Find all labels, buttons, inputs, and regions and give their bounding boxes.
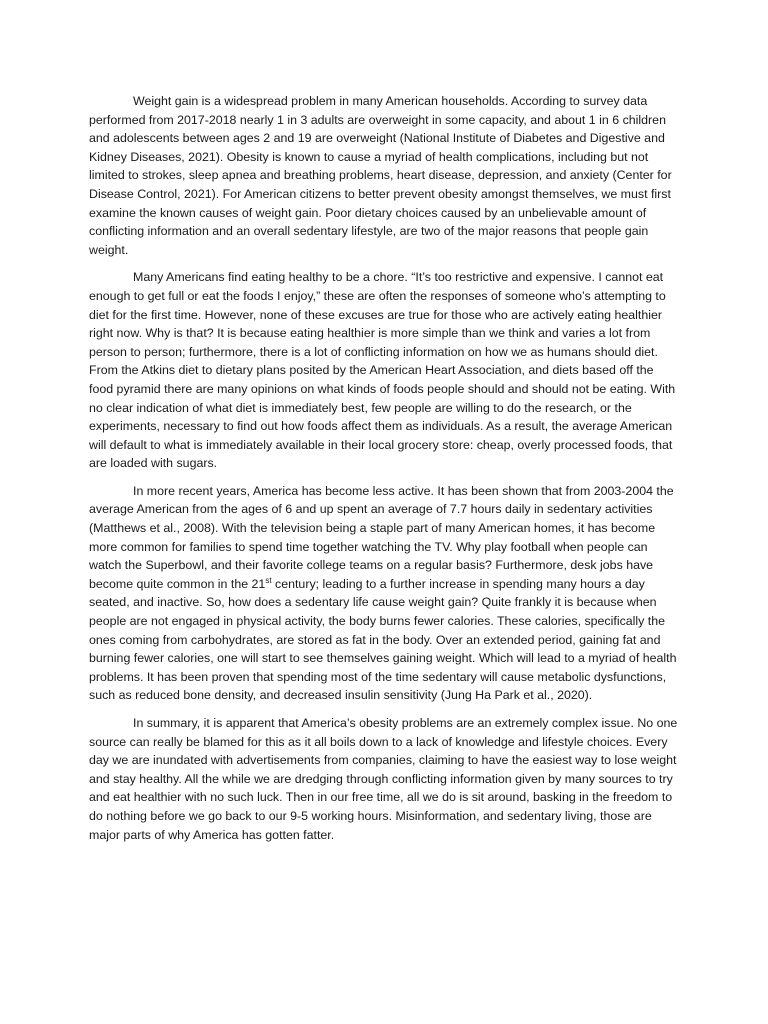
ordinal-superscript: st bbox=[265, 575, 272, 585]
paragraph-text-part: In more recent years, America has become less active. It has been shown that from 2003-2004 the average American from the ages of 6 and up spent an average of 7.7 hours daily in sedentary activities (Matthews et al., 2008). With the television being a staple part of many American homes, it has become more common for families to spend time together watching the TV. Why play football when people can watch the Superbowl, and their favorite college teams on a regular basis? Furthermore, desk jobs have become quite common in the 21 bbox=[89, 483, 674, 591]
paragraph-text-part: century; leading to a further increase in spending many hours a day seated, and inactive. So, how does a sedentary life cause weight gain? Quite frankly it is because when people are not engaged in physical activity, the body burns fewer calories. These calories, specifically the ones coming from carbohydrates, are stored as fat in the body. Over an extended period, gaining fat and burning fewer calories, one will start to see themselves gaining weight. Which will lead to a myriad of health problems. It has been proven that spending most of the time sedentary will cause metabolic dysfunctions, such as reduced bone density, and decreased insulin sensitivity (Jung Ha Park et al., 2020). bbox=[89, 576, 677, 703]
paragraph-sedentary-lifestyle bbox=[89, 482, 681, 705]
paragraph-dietary-choices: Many Americans find eating healthy to be a chore. “It’s too restrictive and expensive. I cannot eat enough to get full or eat the foods I enjoy,” these are often the responses of someone who’s attempting to diet for the first time. However, none of these excuses are true for those who are actively eating healthier right now. Why is that? It is because eating healthier is more simple than we think and varies a lot from person to person; furthermore, there is a lot of conflicting information on how we as humans should diet. From the Atkins diet to dietary plans posited by the American Heart Association, and diets based off the food pyramid there are many opinions on what kinds of foods people should and should not be eating. With no clear indication of what diet is immediately best, few people are willing to do the research, or the experiments, necessary to find out how foods affect them as individuals. As a result, the average American will default to what is immediately available in their local grocery store: cheap, overly processed foods, that are loaded with sugars. bbox=[89, 270, 676, 471]
essay-body bbox=[89, 92, 681, 853]
paragraph-introduction: Weight gain is a widespread problem in many American households. According to survey data performed from 2017-2018 nearly 1 in 3 adults are overweight in some capacity, and about 1 in 6 children and adolescents between ages 2 and 19 are overweight (National Institute of Diabetes and Digestive and Kidney Diseases, 2021). Obesity is known to cause a myriad of health complications, including but not limited to strokes, sleep apnea and breathing problems, heart disease, depression, and anxiety (Center for Disease Control, 2021). For American citizens to better prevent obesity amongst themselves, we must first examine the known causes of weight gain. Poor dietary choices caused by an unbelievable amount of conflicting information and an overall sedentary lifestyle, are two of the major reasons that people gain weight. bbox=[89, 94, 672, 257]
paragraph-summary: In summary, it is apparent that America’s obesity problems are an extremely complex issue. No one source can really be blamed for this as it all boils down to a lack of knowledge and lifestyle choices. Every day we are inundated with advertisements from companies, claiming to have the easiest way to lose weight and stay healthy. All the while we are dredging through conflicting information given by many sources to try and eat healthier with no such luck. Then in our free time, all we do is sit around, basking in the freedom to do nothing before we go back to our 9-5 working hours. Misinformation, and sedentary living, those are major parts of why America has gotten fatter. bbox=[89, 716, 678, 842]
